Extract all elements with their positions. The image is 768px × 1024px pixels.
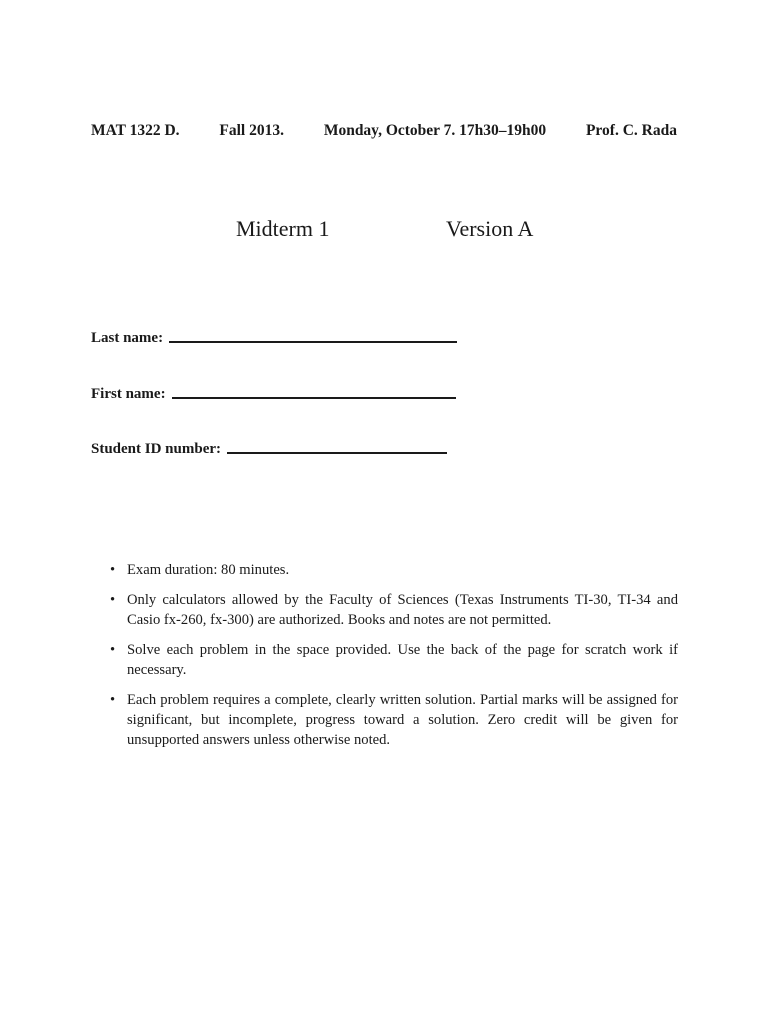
first-name-field: [91, 386, 456, 403]
instruction-item: [110, 640, 678, 680]
first-name-label: First name:: [91, 386, 166, 402]
student-id-label: Student ID number:: [91, 441, 222, 457]
course-code: MAT 1322 D.: [91, 122, 180, 139]
instruction-text: Only calculators allowed by the Faculty of Sciences (Texas Instruments TI-30, TI-34 and Casio fx-260, fx-300) are authorized. Books and notes are not permitted.: [127, 592, 678, 628]
instruction-text: Solve each problem in the space provided. Use the back of the page for scratch work if necessary.: [127, 642, 678, 678]
exam-instructions: [110, 560, 678, 760]
exam-date-time: Monday, October 7. 17h30–19h00: [323, 122, 547, 139]
instruction-item: [110, 690, 678, 750]
course-term: Fall 2013.: [219, 122, 284, 139]
bullet-icon: •: [110, 642, 116, 658]
exam-version: Version A: [446, 216, 534, 241]
student-id-blank[interactable]: [227, 451, 447, 454]
bullet-icon: •: [110, 592, 116, 608]
student-id-field: [91, 441, 447, 458]
exam-title: [0, 216, 768, 246]
last-name-label: Last name:: [91, 330, 164, 346]
course-header: [91, 122, 677, 140]
bullet-icon: •: [110, 692, 116, 708]
last-name-blank[interactable]: [169, 340, 457, 343]
bullet-icon: •: [110, 562, 116, 578]
instruction-item: [110, 590, 678, 630]
instruction-item: [110, 560, 678, 580]
first-name-blank[interactable]: [172, 396, 456, 399]
last-name-field: [91, 330, 457, 347]
professor-name: Prof. C. Rada: [585, 122, 677, 139]
instruction-text: Each problem requires a complete, clearly written solution. Partial marks will be assigned for significant, but incomplete, progress toward a solution. Zero credit will be given for unsupported answers unless otherwise noted.: [127, 692, 678, 748]
exam-name: Midterm 1: [236, 216, 330, 241]
instruction-text: Exam duration: 80 minutes.: [127, 562, 290, 578]
